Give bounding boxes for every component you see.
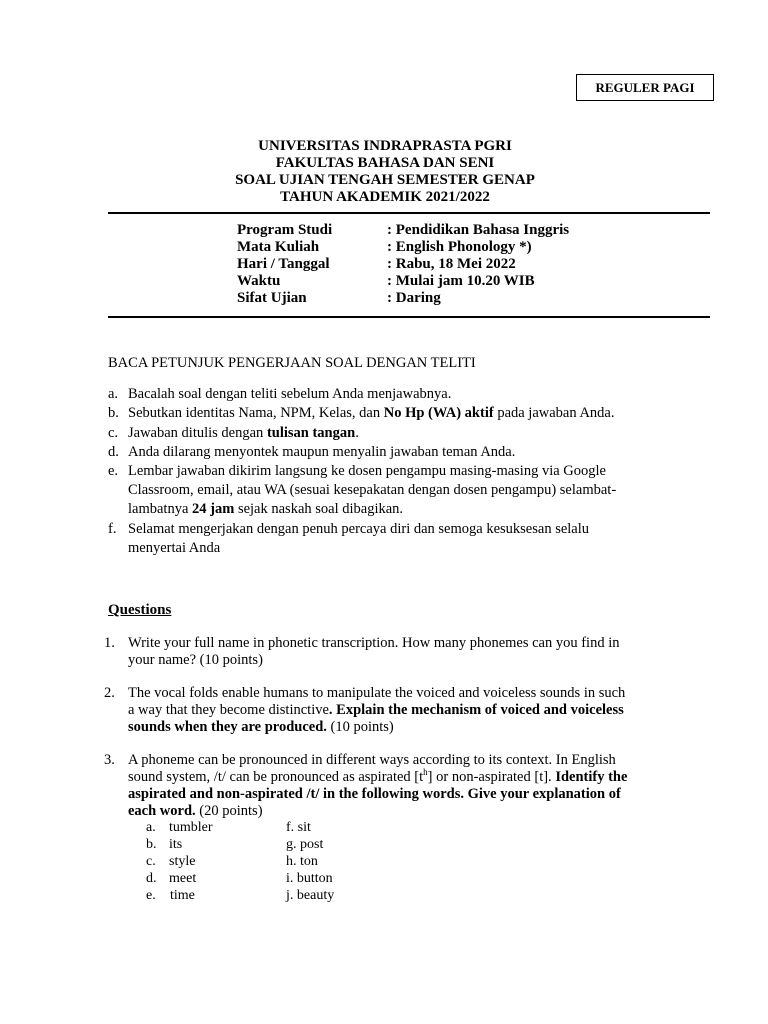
info-label: Waktu (237, 273, 281, 289)
instruction-line: Classroom, email, atau WA (sesuai kesepakatan dengan dosen pengampu) selambat- (128, 482, 617, 498)
instruction-d (108, 443, 668, 462)
emphasis: Identify the (555, 769, 628, 785)
emphasis: 24 jam (192, 501, 235, 517)
emphasis: sounds when they are produced. (128, 719, 327, 735)
list-marker: a. (108, 386, 119, 402)
text-segment: sejak naskah soal dibagikan. (234, 501, 404, 517)
question-line (128, 702, 664, 719)
instruction-f (108, 520, 668, 558)
text-segment: sound system, /t/ can be pronounced as aspirated [t (128, 769, 424, 785)
word-item: f. sit (286, 820, 311, 835)
list-marker: c. (108, 425, 119, 441)
info-value: : Pendidikan Bahasa Inggris (387, 222, 570, 238)
word-text: style (169, 854, 196, 869)
instruction-b (108, 404, 668, 423)
text-segment: (10 points) (326, 719, 394, 735)
emphasis: aspirated and non-aspirated /t/ in the following words. Give your explanation of (128, 786, 621, 802)
list-marker: a. (146, 820, 156, 835)
class-badge: REGULER PAGI (576, 74, 714, 101)
question-2 (104, 685, 664, 736)
text-segment: lambatnya (128, 501, 193, 517)
question-line (128, 803, 664, 820)
list-marker: b. (146, 837, 157, 852)
emphasis: tulisan tangan (266, 425, 356, 441)
question-number: 2. (104, 685, 115, 701)
text-segment: a way that they become distinctive (128, 702, 329, 718)
instruction-line (128, 500, 668, 519)
academic-year: TAHUN AKADEMIK 2021/2022 (280, 189, 490, 205)
list-marker: d. (146, 871, 157, 886)
word-text: time (170, 888, 195, 903)
info-label: Hari / Tanggal (237, 256, 330, 272)
instruction-c (108, 424, 668, 443)
exam-title: SOAL UJIAN TENGAH SEMESTER GENAP (235, 172, 535, 188)
list-marker: b. (108, 405, 119, 421)
question-line (128, 719, 664, 736)
instruction-text: Bacalah soal dengan teliti sebelum Anda menjawabnya. (128, 386, 452, 402)
question-line: The vocal folds enable humans to manipulate the voiced and voiceless sounds in such (128, 685, 626, 701)
question-line: Write your full name in phonetic transcription. How many phonemes can you find in (128, 635, 620, 651)
list-marker: e. (108, 463, 119, 479)
word-item: g. post (286, 837, 324, 852)
top-divider (108, 212, 710, 214)
question-line (128, 769, 664, 786)
word-item (146, 836, 157, 853)
info-value: : Rabu, 18 Mei 2022 (387, 256, 516, 272)
bottom-divider (108, 316, 710, 318)
word-item: j. beauty (286, 888, 335, 903)
text-segment: ] or non-aspirated [t]. (427, 769, 556, 785)
word-text: tumbler (169, 820, 213, 835)
list-marker: d. (108, 444, 119, 460)
info-value: : Mulai jam 10.20 WIB (387, 273, 535, 289)
list-marker: e. (146, 888, 156, 903)
info-label: Mata Kuliah (237, 239, 320, 255)
list-marker: f. (108, 521, 117, 537)
question-line (128, 786, 664, 803)
emphasis: . Explain the mechanism of voiced and voiceless (328, 702, 624, 718)
instructions-title: BACA PETUNJUK PENGERJAAN SOAL DENGAN TELITI (108, 355, 476, 371)
word-item (146, 853, 156, 870)
text-segment: . (355, 425, 359, 441)
question-1 (104, 635, 664, 669)
question-line: A phoneme can be pronounced in different ways according to its context. In English (128, 752, 616, 768)
word-item: h. ton (286, 854, 318, 869)
info-label: Program Studi (237, 222, 333, 238)
instruction-text (128, 424, 668, 443)
question-3 (104, 752, 664, 820)
list-marker: c. (146, 854, 156, 869)
info-value: : English Phonology *) (387, 239, 532, 255)
instruction-e (108, 462, 668, 519)
word-item (146, 887, 156, 904)
question-number: 3. (104, 752, 115, 768)
instruction-line: Selamat mengerjakan dengan penuh percaya diri dan semoga kesuksesan selalu (128, 521, 590, 537)
emphasis: No Hp (WA) aktif (383, 405, 494, 421)
text-segment: Jawaban ditulis dengan (128, 425, 267, 441)
word-item: i. button (286, 871, 333, 886)
instruction-line: menyertai Anda (128, 540, 221, 556)
emphasis: each word. (128, 803, 196, 819)
university-name: UNIVERSITAS INDRAPRASTA PGRI (258, 138, 512, 154)
instruction-text (128, 404, 668, 423)
instruction-text: Anda dilarang menyontek maupun menyalin jawaban teman Anda. (128, 444, 516, 460)
question-line: your name? (10 points) (128, 652, 263, 668)
questions-title: Questions (108, 602, 172, 618)
info-label: Sifat Ujian (237, 290, 307, 306)
text-segment: Sebutkan identitas Nama, NPM, Kelas, dan (128, 405, 384, 421)
instruction-a (108, 385, 668, 404)
instruction-line: Lembar jawaban dikirim langsung ke dosen pengampu masing-masing via Google (128, 463, 606, 479)
faculty-name: FAKULTAS BAHASA DAN SENI (275, 155, 495, 171)
text-segment: pada jawaban Anda. (493, 405, 615, 421)
superscript: h (423, 767, 428, 778)
info-value: : Daring (387, 290, 441, 306)
word-item (146, 819, 156, 836)
question-number: 1. (104, 635, 115, 651)
word-text: meet (169, 871, 197, 886)
text-segment: (20 points) (195, 803, 263, 819)
word-text: its (169, 837, 183, 852)
word-item (146, 870, 157, 887)
